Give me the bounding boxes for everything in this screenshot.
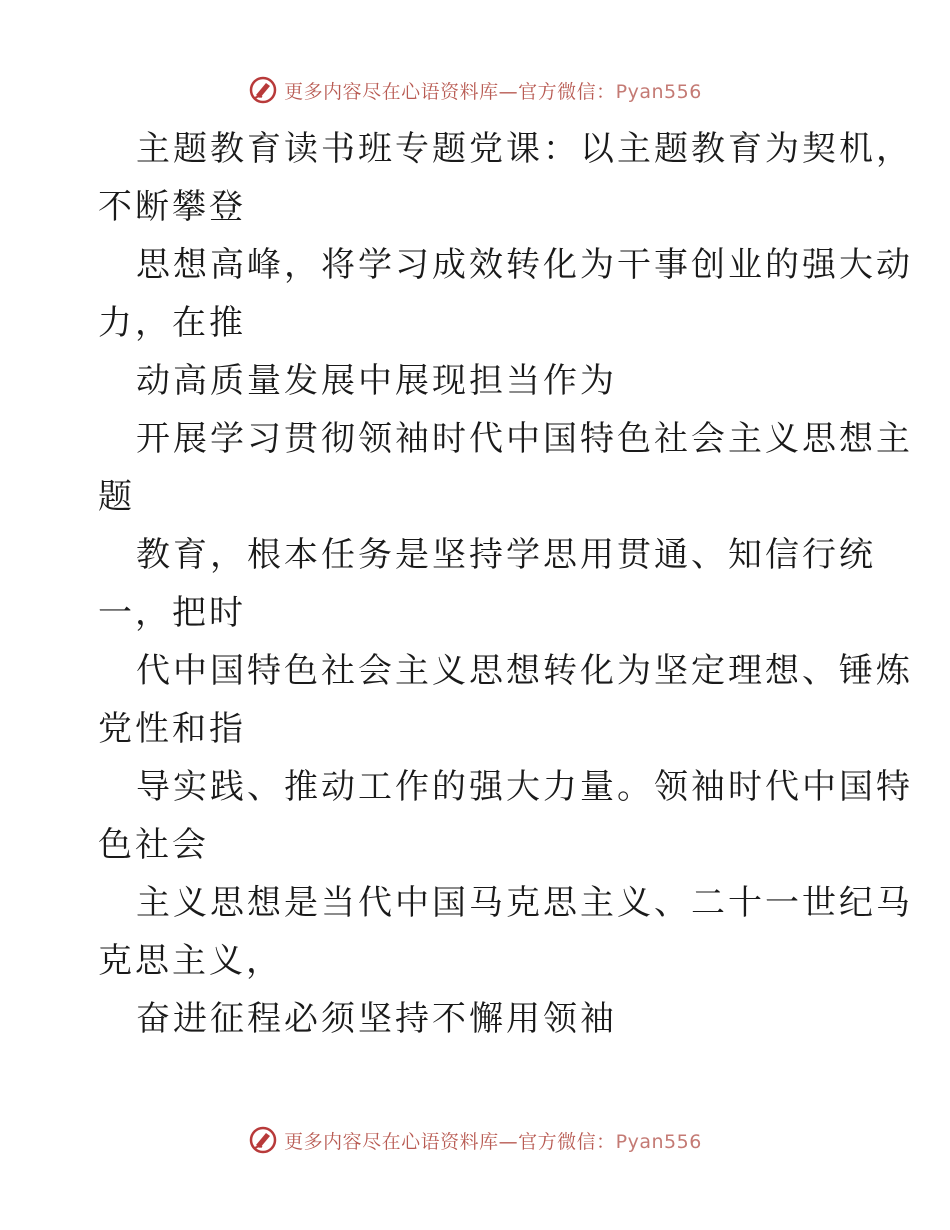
body-line: 动高质量发展中展现担当作为	[136, 361, 617, 401]
body-line: 不断攀登	[98, 187, 246, 227]
brand-logo-icon	[248, 1125, 278, 1155]
body-line: 克思主义，	[98, 941, 283, 981]
body-line: 主义思想是当代中国马克思主义、二十一世纪马	[136, 883, 913, 923]
body-line: 色社会	[98, 825, 209, 865]
body-line: 开展学习贯彻领袖时代中国特色社会主义思想主	[136, 419, 913, 459]
body-line: 题	[98, 477, 135, 517]
banner-wechat-id: Pyan556	[615, 80, 702, 103]
body-line: 代中国特色社会主义思想转化为坚定理想、锤炼	[136, 651, 913, 691]
body-line: 奋进征程必须坚持不懈用领袖	[136, 999, 617, 1039]
banner-text	[284, 1127, 702, 1154]
header-banner	[0, 70, 950, 110]
footer-banner	[0, 1120, 950, 1160]
body-line: 党性和指	[98, 709, 246, 749]
body-line: 主题教育读书班专题党课：以主题教育为契机，	[136, 129, 913, 169]
banner-label: 更多内容尽在心语资料库—官方微信：	[284, 80, 616, 103]
body-line: 教育，根本任务是坚持学思用贯通、知信行统	[136, 535, 876, 575]
banner-text	[284, 77, 702, 104]
banner-wechat-id: Pyan556	[615, 1130, 702, 1153]
body-line: 思想高峰，将学习成效转化为干事创业的强大动	[136, 245, 913, 285]
body-line: 导实践、推动工作的强大力量。领袖时代中国特	[136, 767, 913, 807]
brand-logo-icon	[248, 75, 278, 105]
document-body	[98, 120, 913, 1048]
body-line: 力，在推	[98, 303, 246, 343]
body-line: 一，把时	[98, 593, 246, 633]
banner-label: 更多内容尽在心语资料库—官方微信：	[284, 1130, 616, 1153]
